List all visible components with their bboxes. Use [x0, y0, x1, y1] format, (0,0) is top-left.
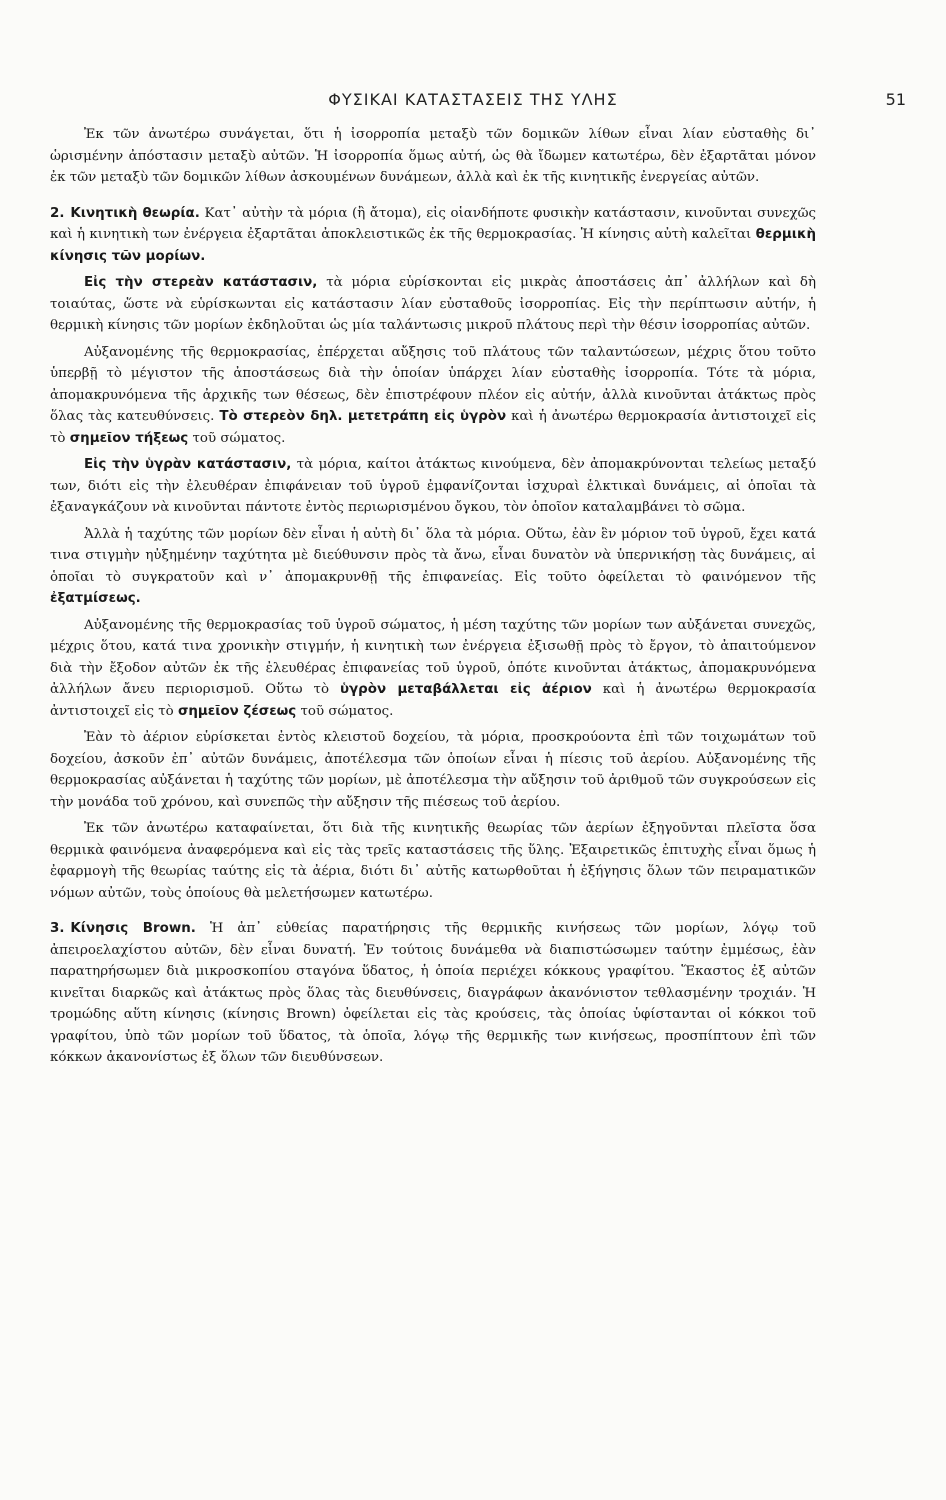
section-kinetic-theory: [50, 203, 816, 268]
bold-term: σημεῖον τήξεως: [69, 430, 189, 446]
paragraph-text: τοῦ σώματος.: [300, 703, 394, 719]
paragraph-solid-state: [50, 272, 816, 337]
paragraph-melting: [50, 342, 816, 450]
paragraph-text: τὰ μόρια εὑρίσκονται εἰς μικρὰς ἀποστάσεις ἀπ᾽ ἀλλήλων καὶ δὴ τοιαύτας, ὥστε νὰ εὑρίσκωνται εἰς κατάστασιν λίαν εὐσταθοῦς ἰσορροπίας. Εἰς τὴν περίπτωσιν αὐτήν, ἡ θερμικὴ κίνησις τῶν μορίων ἐκδηλοῦται ὡς μία ταλάντωσις μικροῦ πλάτους περὶ τὴν θέσιν ἰσορροπίας αὐτῶν.: [50, 275, 817, 333]
page-number: 51: [885, 90, 906, 109]
paragraph-gas-pressure: [50, 727, 816, 813]
section-brownian-motion: [50, 918, 816, 1069]
chapter-title: ΦΥΣΙΚΑΙ ΚΑΤΑΣΤΑΣΕΙΣ ΤΗΣ ΥΛΗΣ: [328, 90, 618, 109]
paragraph-text: καὶ ἡ ἀνωτέρω θερμοκρασία ἀντιστοιχεῖ εἰς τὸ: [50, 409, 816, 446]
paragraph-equilibrium: [50, 124, 816, 189]
bold-term: Εἰς τὴν στερεὰν κατάστασιν,: [84, 275, 318, 290]
running-header: [40, 90, 906, 109]
bold-term: Τὸ στερεὸν δηλ. μετετράπη εἰς ὑγρὸν: [219, 409, 507, 424]
page-body: [50, 124, 816, 1074]
paragraph-text: τὰ μόρια, καίτοι ἀτάκτως κινούμενα, δὲν ἀπομακρύνονται τελείως μεταξύ των, διότι εἰς τὴν ἐλευθέραν ἐπιφάνειαν τοῦ ὑγροῦ ἐμφανίζονται ἰσχυραὶ ἑλκτικαὶ δυνάμεις, αἱ ὁποῖαι τὰ ἐξαναγκάζουν νὰ κινοῦνται πάντοτε ἐντὸς περιωρισμένου ὄγκου, τὸν ὁποῖον καταλαμβάνει τὸ σῶμα.: [50, 457, 816, 515]
paragraph-boiling: [50, 615, 816, 723]
paragraph-text: Αὐξανομένης τῆς θερμοκρασίας, ἐπέρχεται αὔξησις τοῦ πλάτους τῶν ταλαντώσεων, μέχρις ὅτου τοῦτο ὑπερβῇ τὸ μέγιστον τῆς ἀποστάσεως διὰ τὴν ὁποίαν ὑπάρχει λίαν εὐσταθὴς ἰσορροπία. Τότε τὰ μόρια, ἀπομακρυνόμενα τῆς ἀρχικῆς των θέσεως, δὲν ἐπιστρέφουν πλέον εἰς αὐτήν, ἀλλὰ κινοῦνται ἀτάκτως πρὸς ὅλας τὰς κατευθύνσεις.: [50, 344, 816, 424]
bold-term: ὑγρὸν μεταβάλλεται εἰς ἀέριον: [340, 682, 592, 697]
paragraph-liquid-state: [50, 454, 816, 519]
section-number: 3.: [50, 921, 65, 936]
bold-term: ἐξατμίσεως.: [50, 591, 141, 606]
bold-term: Εἰς τὴν ὑγρὰν κατάστασιν,: [84, 457, 292, 472]
paragraph-summary: [50, 818, 816, 904]
paragraph-text: Αὐξανομένης τῆς θερμοκρασίας τοῦ ὑγροῦ σώματος, ἡ μέση ταχύτης τῶν μορίων των αὐξάνεται συνεχῶς, μέχρις ὅτου, κατά τινα χρονικὴν στιγμήν, ἡ κινητικὴ των ἐνέργεια ἐξισωθῇ πρὸς τὸ ἔργον, τὸ ἀπαιτούμενον διὰ τὴν ἔξοδον αὐτῶν ἐκ τῆς ἐλευθέρας ἐπιφανείας τοῦ ὑγροῦ, ὁπότε κινοῦνται ἀτάκτως, ἀπομακρυνόμενα ἀλλήλων ἄνευ περιορισμοῦ. Οὕτω τὸ: [50, 617, 816, 697]
paragraph-text: καὶ ἡ ἀνωτέρω θερμοκρασία ἀντιστοιχεῖ εἰς τὸ: [50, 682, 816, 719]
bold-term: θερμικὴ κίνησις τῶν μορίων.: [50, 227, 816, 264]
paragraph-text: Κατ᾽ αὐτὴν τὰ μόρια (ἢ ἄτομα), εἰς οἱανδήποτε φυσικὴν κατάστασιν, κινοῦνται συνεχῶς καὶ ἡ κινητικὴ των ἐνέργεια ἐξαρτᾶται ἀποκλειστικῶς ἐκ τῆς θερμοκρασίας. Ἡ κίνησις αὐτὴ καλεῖται: [50, 205, 816, 242]
paragraph-text: Ἐκ τῶν ἀνωτέρω συνάγεται, ὅτι ἡ ἰσορροπία μεταξὺ τῶν δομικῶν λίθων εἶναι λίαν εὐσταθὴς δι᾽ ὡρισμένην ἀπόστασιν μεταξὺ αὐτῶν. Ἡ ἰσορροπία ὅμως αὐτή, ὡς θὰ ἴδωμεν κατωτέρω, δὲν ἐξαρτᾶται μόνον ἐκ τῶν μεταξὺ τῶν δομικῶν λίθων ἀσκουμένων δυνάμεων, ἀλλὰ καὶ ἐκ τῆς κινητικῆς ἐνεργείας αὐτῶν.: [50, 127, 816, 185]
paragraph-text: Ἀλλὰ ἡ ταχύτης τῶν μορίων δὲν εἶναι ἡ αὐτὴ δι᾽ ὅλα τὰ μόρια. Οὕτω, ἐὰν ἓν μόριον τοῦ ὑγροῦ, ἔχει κατά τινα στιγμὴν ηὐξημένην ταχύτητα μὲ διεύθυνσιν πρὸς τὰ ἄνω, εἶναι δυνατὸν νὰ ὑπερνικήσῃ τὰς δυνάμεις, αἱ ὁποῖαι τὸ συγκρατοῦν καὶ ν᾽ ἀπομακρυνθῇ τῆς ἐπιφανείας. Εἰς τοῦτο ὀφείλεται τὸ φαινόμενον τῆς: [50, 526, 816, 585]
bold-term: σημεῖον ζέσεως: [177, 703, 297, 719]
paragraph-text: Ἐὰν τὸ ἀέριον εὑρίσκεται ἐντὸς κλειστοῦ δοχείου, τὰ μόρια, προσκρούοντα ἐπὶ τῶν τοιχωμάτων τοῦ δοχείου, ἀσκοῦν ἐπ᾽ αὐτῶν δυνάμεις, ἀποτέλεσμα τῶν ὁποίων εἶναι ἡ πίεσις τοῦ ἀερίου. Αὐξανομένης τῆς θερμοκρασίας αὐξάνεται ἡ ταχύτης τῶν μορίων, μὲ ἀποτέλεσμα τὴν αὔξησιν τοῦ ἀριθμοῦ τῶν συγκρούσεων εἰς τὴν μονάδα τοῦ χρόνου, καὶ συνεπῶς τὴν αὔξησιν τῆς πιέσεως τοῦ ἀερίου.: [50, 730, 816, 810]
paragraph-evaporation: [50, 524, 816, 610]
paragraph-text: Ἡ ἀπ᾽ εὐθείας παρατήρησις τῆς θερμικῆς κινήσεως τῶν μορίων, λόγῳ τοῦ ἀπειροελαχίστου αὐτῶν, δὲν εἶναι δυνατή. Ἐν τούτοις δυνάμεθα νὰ διαπιστώσωμεν ταύτην ἐμμέσως, ἐὰν παρατηρήσωμεν διὰ μικροσκοπίου σταγόνα ὕδατος, ἡ ὁποία περιέχει κόκκους γραφίτου. Ἕκαστος ἐξ αὐτῶν κινεῖται διαρκῶς καὶ ἀτάκτως πρὸς ὅλας τὰς διευθύνσεις, διαγράφων ἀκανόνιστον τεθλασμένην τροχιάν. Ἡ τρομώδης αὕτη κίνησις (κίνησις Brown) ὀφείλεται εἰς τὰς κρούσεις, τὰς ὁποίας ὑφίστανται οἱ κόκκοι τοῦ γραφίτου, ὑπὸ τῶν μορίων τοῦ ὕδατος, τὰ ὁποῖα, λόγῳ τῆς θερμικῆς των κινήσεως, προσπίπτουν ἐπὶ τῶν κόκκων ἀκανονίστως ἐξ ὅλων τῶν διευθύνσεων.: [50, 921, 816, 1065]
section-number: 2.: [50, 205, 65, 221]
paragraph-text: Ἐκ τῶν ἀνωτέρω καταφαίνεται, ὅτι διὰ τῆς κινητικῆς θεωρίας τῶν ἀερίων ἐξηγοῦνται πλεῖστα ὅσα θερμικὰ φαινόμενα ἀναφερόμενα καὶ εἰς τὰς τρεῖς καταστάσεις τῆς ὕλης. Ἐξαιρετικῶς ἐπιτυχὴς εἶναι ὅμως ἡ ἐφαρμογὴ τῆς θεωρίας ταύτης εἰς τὰ ἀέρια, διότι δι᾽ αὐτῆς κατωρθοῦται ἡ ἐξήγησις ὅλων τῶν πειραματικῶν νόμων αὐτῶν, τοὺς ὁποίους θὰ μελετήσωμεν κατωτέρω.: [50, 821, 816, 901]
paragraph-text: τοῦ σώματος.: [192, 430, 286, 446]
section-title: Κίνησις Brown.: [70, 921, 196, 936]
section-title: Κινητικὴ θεωρία.: [70, 205, 200, 221]
